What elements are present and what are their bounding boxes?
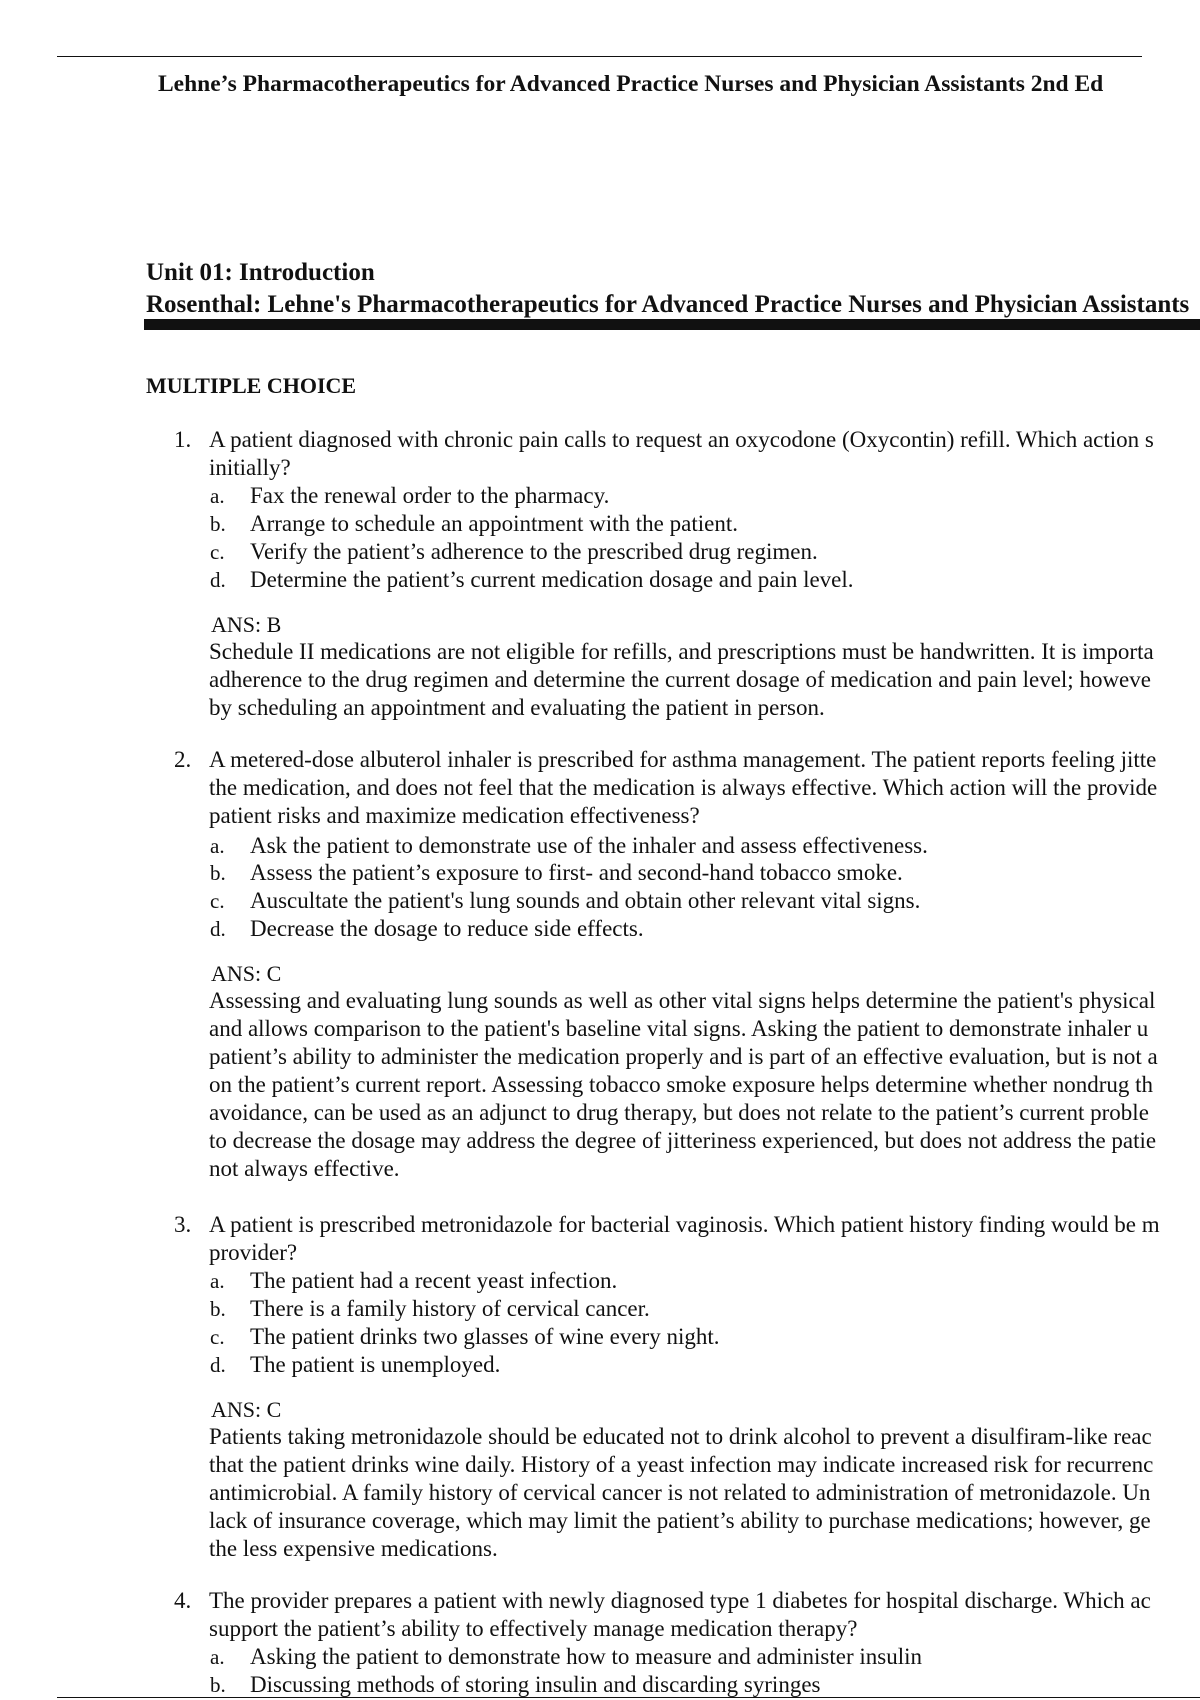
option-letter: a. [210,1645,225,1669]
option-letter: d. [210,568,226,592]
rationale-line: lack of insurance coverage, which may limit the patient’s ability to purchase medications; however, ge [209,1508,1151,1533]
option-text: Assess the patient’s exposure to first- and second-hand tobacco smoke. [250,860,903,885]
footer-rule [57,1697,1200,1698]
option-letter: a. [210,484,225,508]
question-stem-line: The provider prepares a patient with newly diagnosed type 1 diabetes for hospital discharge. Which ac [209,1588,1151,1613]
rationale-line: and allows comparison to the patient's baseline vital signs. Asking the patient to demonstrate inhaler u [209,1016,1149,1041]
unit-title: Unit 01: Introduction [146,259,375,286]
option-text: Ask the patient to demonstrate use of the inhaler and assess effectiveness. [250,833,928,858]
option-letter: c. [210,889,225,913]
rationale-line: antimicrobial. A family history of cervical cancer is not related to administration of metronidazole. Un [209,1480,1151,1505]
rationale-line: the less expensive medications. [209,1536,498,1561]
option-letter: a. [210,834,225,858]
question-stem-line: A patient is prescribed metronidazole for bacterial vaginosis. Which patient history finding would be m [209,1212,1160,1237]
rationale-line: Assessing and evaluating lung sounds as well as other vital signs helps determine the patient's physical [209,988,1156,1013]
rationale-line: not always effective. [209,1156,400,1181]
option-text: The patient had a recent yeast infection. [250,1268,618,1293]
option-text: Verify the patient’s adherence to the prescribed drug regimen. [250,539,818,564]
section-title: MULTIPLE CHOICE [146,373,357,398]
page-header-title: Lehne’s Pharmacotherapeutics for Advanced Practice Nurses and Physician Assistants 2nd Ed [158,71,1104,97]
option-text: Auscultate the patient's lung sounds and obtain other relevant vital signs. [250,888,921,913]
answer-label: ANS: B [211,612,282,637]
book-title: Rosenthal: Lehne's Pharmacotherapeutics for Advanced Practice Nurses and Physician Assistants [146,291,1190,318]
header-rule [57,56,1142,57]
option-letter: d. [210,1353,226,1377]
option-text: The patient is unemployed. [250,1352,501,1377]
rationale-line: avoidance, can be used as an adjunct to drug therapy, but does not relate to the patient’s current proble [209,1100,1149,1125]
option-text: Arrange to schedule an appointment with the patient. [250,511,738,536]
rationale-line: adherence to the drug regimen and determine the current dosage of medication and pain level; howeve [209,667,1151,692]
question-stem-line: A metered-dose albuterol inhaler is prescribed for asthma management. The patient reports feeling jitte [209,747,1157,772]
rationale-line: to decrease the dosage may address the degree of jitteriness experienced, but does not address the patie [209,1128,1157,1153]
question-number: 3. [174,1212,192,1237]
question-stem-line: A patient diagnosed with chronic pain calls to request an oxycodone (Oxycontin) refill. Which action s [209,427,1154,452]
option-text: Discussing methods of storing insulin and discarding syringes [250,1672,821,1697]
rationale-line: patient’s ability to administer the medication properly and is part of an effective evaluation, but is not a [209,1044,1158,1069]
answer-label: ANS: C [211,1397,282,1422]
question-stem-line: the medication, and does not feel that the medication is always effective. Which action will the provide [209,775,1158,800]
option-text: The patient drinks two glasses of wine every night. [250,1324,720,1349]
question-stem-line: initially? [209,455,291,480]
rationale-line: Schedule II medications are not eligible for refills, and prescriptions must be handwritten. It is importa [209,639,1154,664]
option-letter: c. [210,540,225,564]
answer-label: ANS: C [211,961,282,986]
question-stem-line: provider? [209,1240,298,1265]
option-letter: b. [210,1673,226,1697]
option-text: Fax the renewal order to the pharmacy. [250,483,610,508]
option-letter: d. [210,917,226,941]
rationale-line: Patients taking metronidazole should be educated not to drink alcohol to prevent a disulfiram-like reac [209,1424,1152,1449]
rationale-line: by scheduling an appointment and evaluating the patient in person. [209,695,825,720]
rationale-line: on the patient’s current report. Assessing tobacco smoke exposure helps determine whether nondrug th [209,1072,1154,1097]
option-letter: b. [210,861,226,885]
option-text: Asking the patient to demonstrate how to measure and administer insulin [250,1644,922,1669]
option-letter: c. [210,1325,225,1349]
question-stem-line: patient risks and maximize medication effectiveness? [209,803,700,828]
title-rule [144,319,1200,330]
option-text: Determine the patient’s current medication dosage and pain level. [250,567,854,592]
option-text: Decrease the dosage to reduce side effects. [250,916,644,941]
option-text: There is a family history of cervical cancer. [250,1296,650,1321]
question-number: 1. [174,427,192,452]
option-letter: a. [210,1269,225,1293]
rationale-line: that the patient drinks wine daily. History of a yeast infection may indicate increased risk for recurrenc [209,1452,1154,1477]
question-number: 4. [174,1588,192,1613]
option-letter: b. [210,1297,226,1321]
option-letter: b. [210,512,226,536]
question-number: 2. [174,747,192,772]
question-stem-line: support the patient’s ability to effectively manage medication therapy? [209,1616,858,1641]
